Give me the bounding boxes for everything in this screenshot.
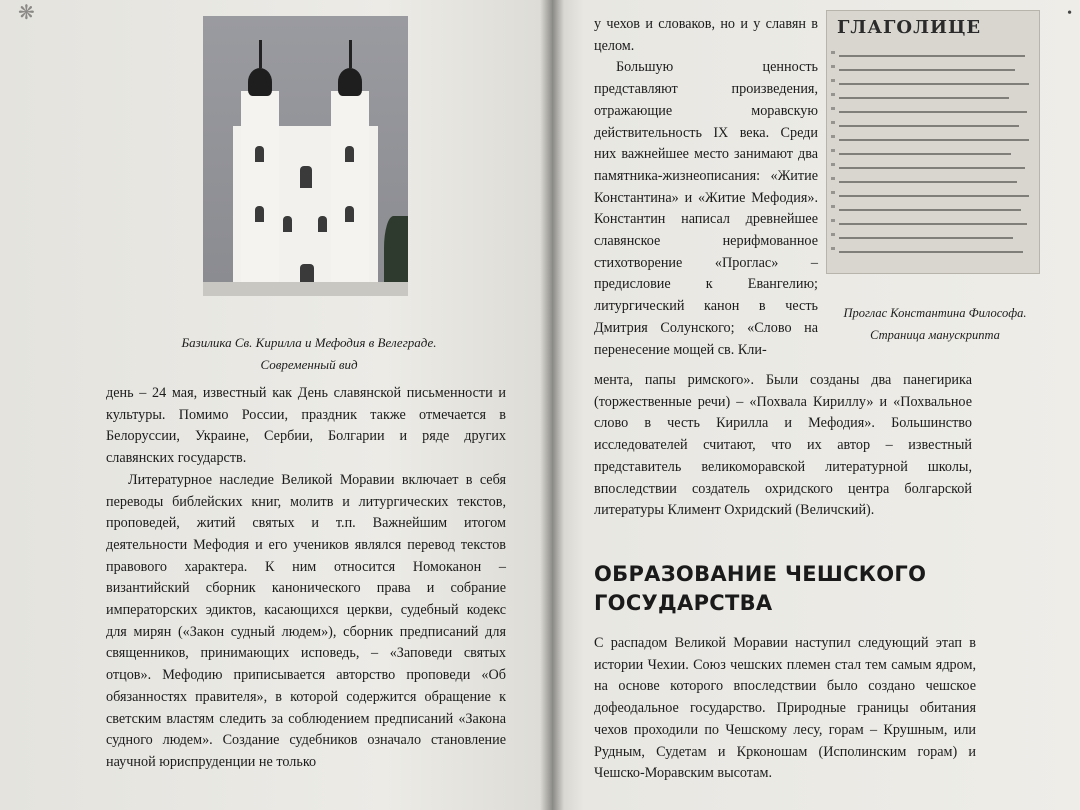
right-full-text xyxy=(594,370,972,522)
caption-line: Проглас Константина Философа. xyxy=(843,306,1027,320)
manuscript-image xyxy=(826,10,1040,274)
basilica-caption xyxy=(150,332,468,376)
left-body-text xyxy=(106,383,506,774)
basilica-photo xyxy=(203,16,408,296)
manuscript-heading: ГЛАГОЛИЦЕ xyxy=(837,17,982,38)
caption-line: Страница манускрипта xyxy=(870,328,1000,342)
section-heading: ОБРАЗОВАНИЕ ЧЕШСКОГО ГОСУДАРСТВА xyxy=(594,562,927,615)
paragraph: у чехов и словаков, но и у славян в целом. xyxy=(594,16,818,54)
manuscript-caption xyxy=(828,302,1042,346)
paragraph: Литературное наследие Великой Моравии включает в себя переводы библейских книг, молитв и литургических текстов, проповедей, житий святых и т.п. Важнейшим итогом деятельности Мефодия и его учеников являлся перевод текстов правового характера. К ним относится Номоканон – византийский сборник канонического права и собрание императорских эдиктов, касающихся церкви, судебный кодекс для мирян («Закон судный людем»), сборник предписаний для священников, принимающих исповедь, – «Заповеди святых отцов». Мефодию приписывается авторство проповеди «Об обязанностях правителя», в которой содержится обращение к светским властям следить за соблюдением предписаний «Закона судного людем». Создание судебников означало становление научной юриспруденции не только xyxy=(106,471,506,770)
caption-line: Современный вид xyxy=(260,357,358,372)
right-column-text xyxy=(594,14,818,361)
paragraph: Большую ценность представляют произведения, отражающие моравскую действительность IX века. Среди них важнейшее место занимают два памятника-жизнеописания: «Житие Константина» и «Житие Мефодия». Константин написал древнейшее славянское нерифмованное стихотворение «Проглас» – предисловие к Евангелию; литургический канон в честь Дмитрия Солунского; «Слово на перенесение мощей св. Кли- xyxy=(594,59,818,358)
paragraph: С распадом Великой Моравии наступил следующий этап в истории Чехии. Союз чешских племен стал тем самым ядром, на основе которого впоследствии было создано чешское дофеодальное государство. Природные границы обитания чехов проходили по Чешскому лесу, горам – Крушным, или Рудным, Судетам и Крконошам (Исполинским горам) и Чешско-Моравским высотам. xyxy=(594,635,976,782)
ornament-icon: ❋ xyxy=(18,2,35,24)
caption-line: Базилика Св. Кирилла и Мефодия в Велеграде. xyxy=(181,335,437,350)
book-gutter xyxy=(540,0,564,810)
corner-mark-icon: • xyxy=(1067,6,1072,21)
paragraph: день – 24 мая, известный как День славянской письменности и культуры. Помимо России, праздник также отмечается в Белоруссии, Украине, Сербии, Болгарии и ряде других славянских государств. xyxy=(106,385,506,467)
paragraph: мента, папы римского». Были созданы два панегирика (торжественные речи) – «Похвала Кириллу» и «Похвальное слово в честь Кирилла и Мефодия». Большинство исследователей считают, что их автор – известный представитель великоморавской литературной школы, впоследствии создатель охридского центра болгарской литературы Климент Охридский (Величский). xyxy=(594,372,972,519)
section-text xyxy=(594,633,976,785)
